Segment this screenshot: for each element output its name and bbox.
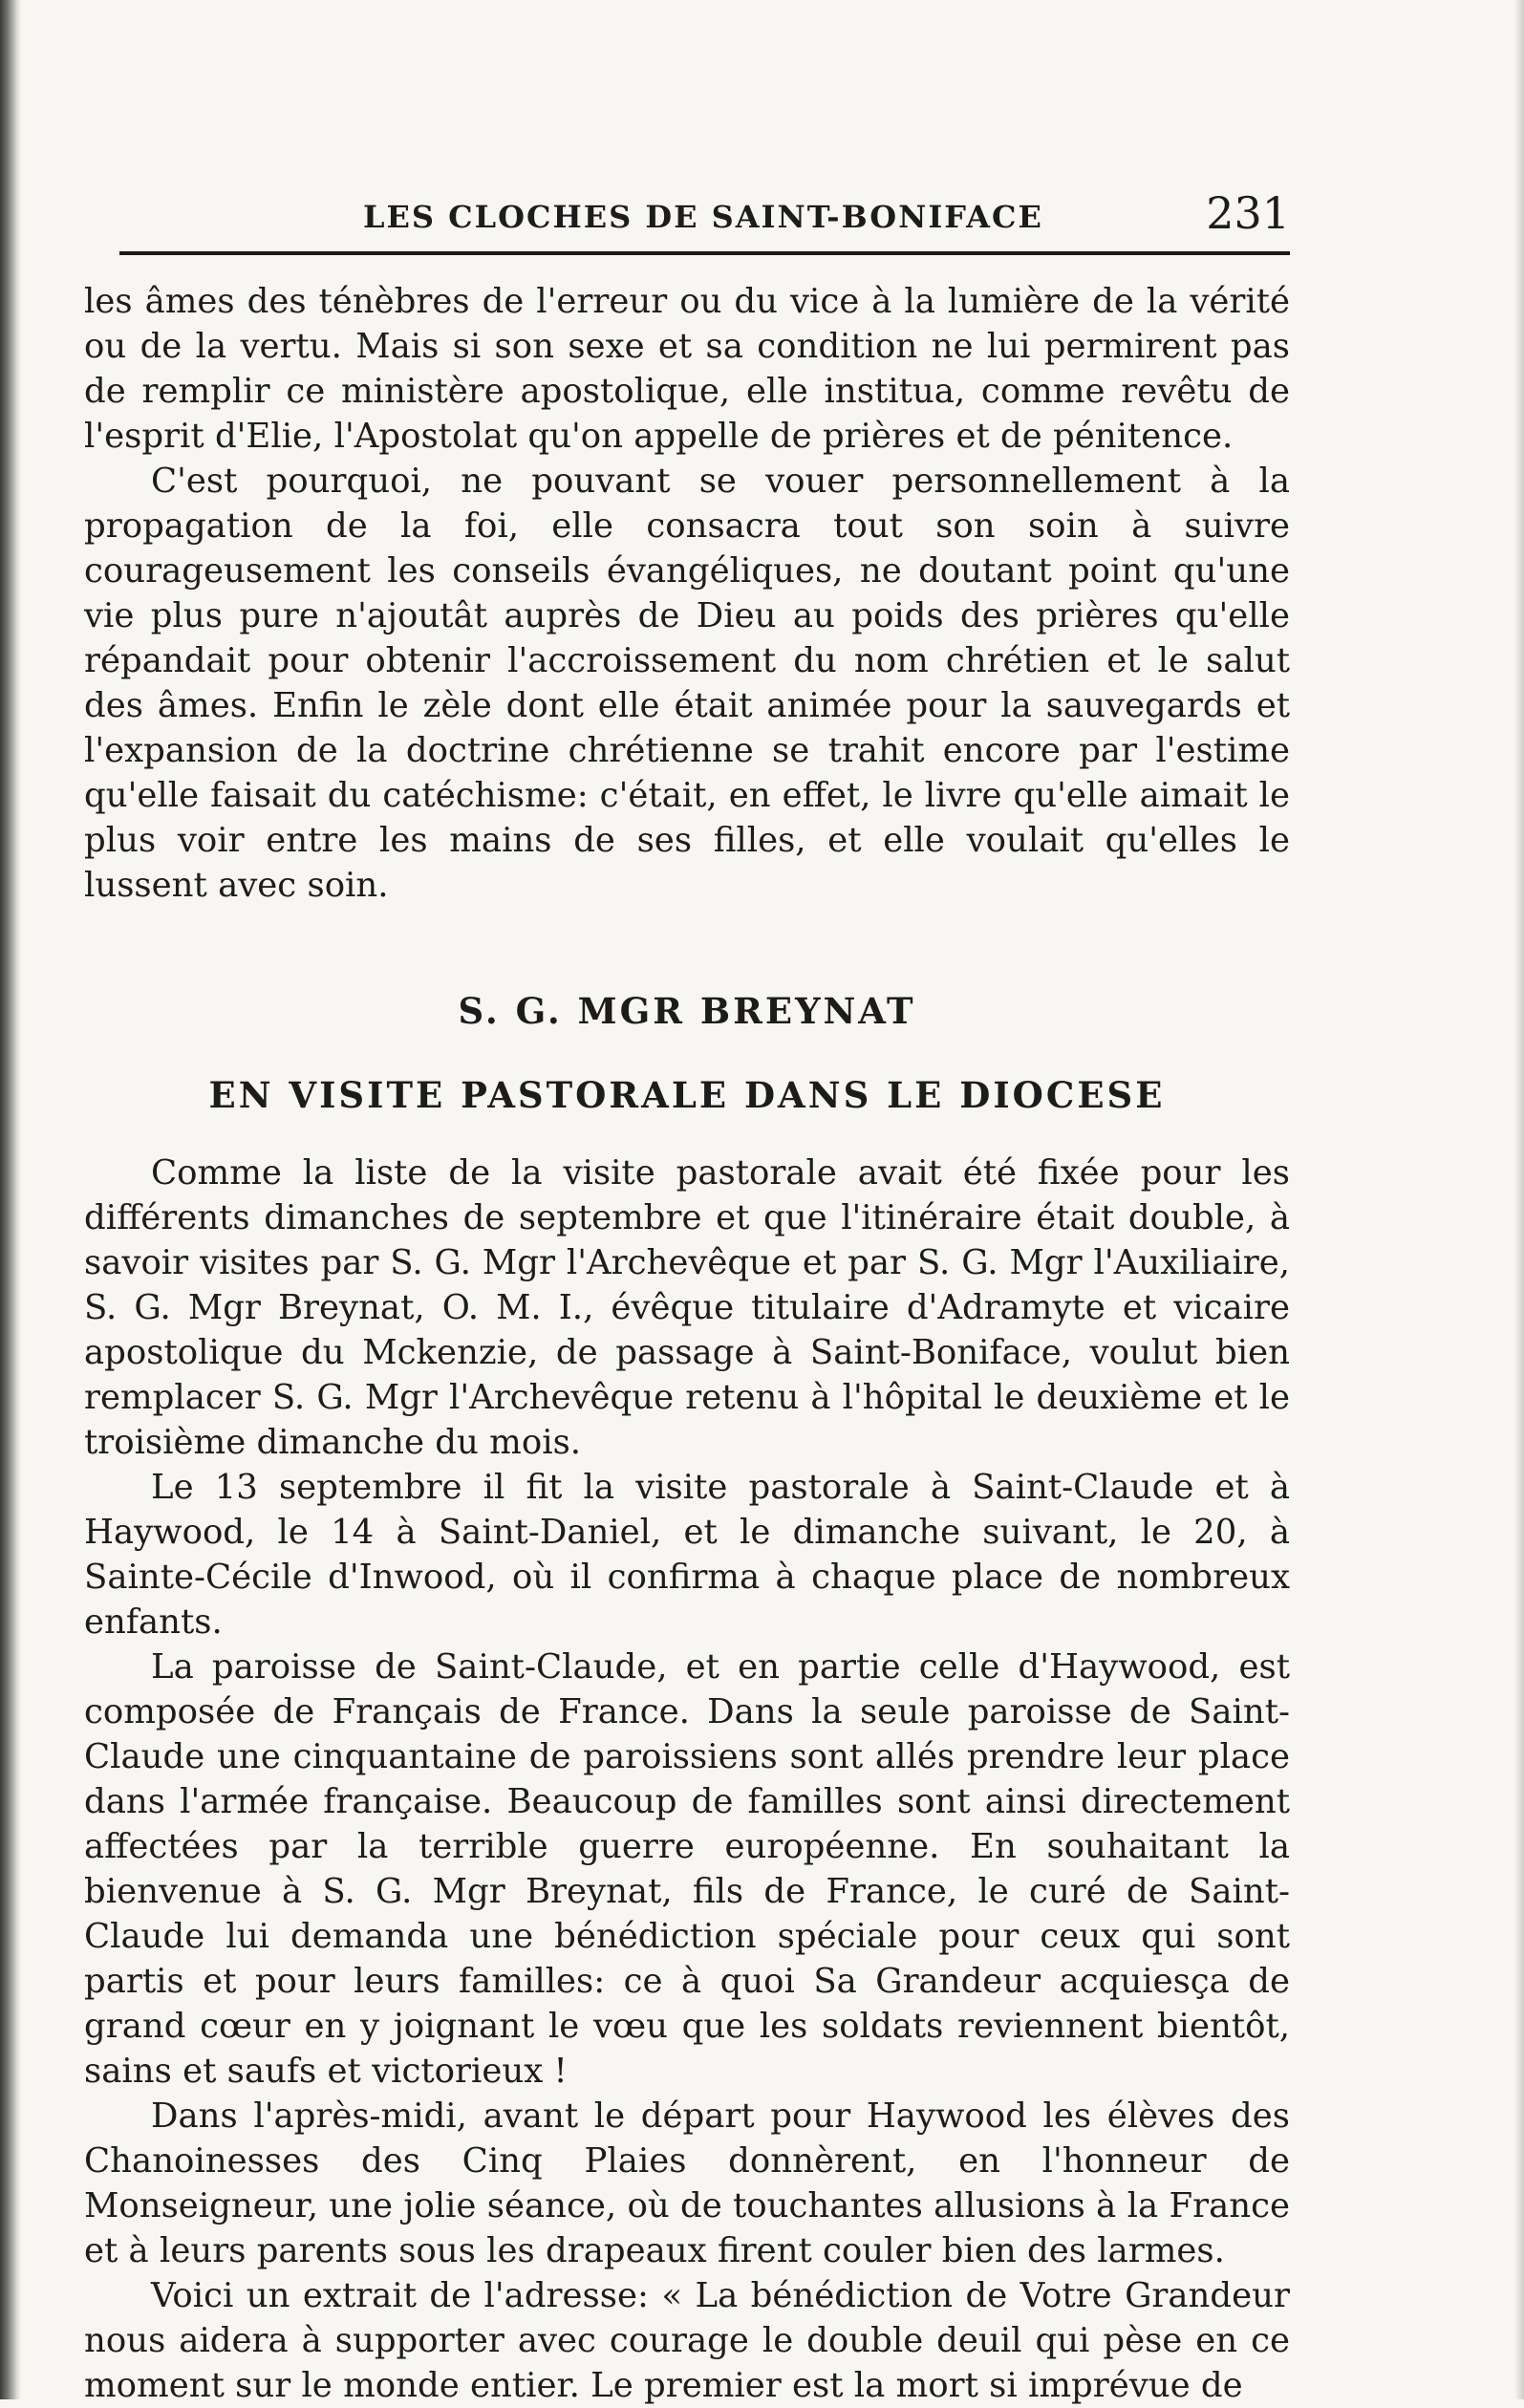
section-title: S. G. MGR BREYNAT bbox=[458, 990, 916, 1032]
paragraph: La paroisse de Saint-Claude, et en partie celle d'Haywood, est composée de Français de France. Dans la seule paroisse de Saint-Claude une cinquantaine de paroissiens sont allés prendre leur place dans l'armée française. Beaucoup de familles sont ainsi directement affectées par la terrible guerre européenne. En souhaitant la bienvenue à S. G. Mgr Breynat, fils de France, le curé de Saint-Claude lui demanda une bénédiction spéciale pour ceux qui sont partis et pour leurs familles: ce à quoi Sa Grandeur acquiesça de grand cœur en y joignant le vœu que les soldats reviennent bientôt, sains et saufs et victorieux ! bbox=[84, 1647, 1290, 2091]
paragraph: C'est pourquoi, ne pouvant se vouer personnellement à la propagation de la foi, elle consacra tout son soin à suivre courageusement les conseils évangéliques, ne doutant point qu'une vie plus pure n'ajoutât auprès de Dieu au poids des prières qu'elle répandait pour obtenir l'accroissement du nom chrétien et le salut des âmes. Enfin le zèle dont elle était animée pour la sauvegards et l'expansion de la doctrine chrétienne se trahit encore par l'estime qu'elle faisait du catéchisme: c'était, en effet, le livre qu'elle aimait le plus voir entre les mains de ses filles, et elle voulait qu'elles le lussent avec soin. bbox=[84, 462, 1290, 905]
paragraph: Le 13 septembre il fit la visite pastorale à Saint-Claude et à Haywood, le 14 à Saint-Daniel, et le dimanche suivant, le 20, à Sainte-Cécile d'Inwood, où il confirma à chaque place de nombreux enfants. bbox=[84, 1468, 1290, 1642]
scan-right-edge-shadow bbox=[1514, 0, 1524, 2399]
paragraph: Comme la liste de la visite pastorale avait été fixée pour les différents dimanches de septembre et que l'itinéraire était double, à savoir visites par S. G. Mgr l'Archevêque et par S. G. Mgr l'Auxiliaire, S. G. Mgr Breynat, O. M. I., évêque titulaire d'Adramyte et vicaire apostolique du Mckenzie, de passage à Saint-Boniface, voulut bien remplacer S. G. Mgr l'Archevêque retenu à l'hôpital le deuxième et le troisième dimanche du mois. bbox=[84, 1153, 1290, 1462]
header-rule bbox=[119, 251, 1290, 255]
running-title: LES CLOCHES DE SAINT-BONIFACE bbox=[363, 199, 1043, 235]
page-header bbox=[115, 182, 1290, 239]
scan-left-edge-shadow bbox=[0, 0, 21, 2399]
section-subtitle: EN VISITE PASTORALE DANS LE DIOCESE bbox=[208, 1074, 1166, 1116]
page-body bbox=[84, 279, 1290, 2408]
paragraph: Dans l'après-midi, avant le départ pour Haywood les élèves des Chanoinesses des Cinq Plaies donnèrent, en l'honneur de Monseigneur, une jolie séance, où de touchantes allusions à la France et à leurs parents sous les drapeaux firent couler bien des larmes. bbox=[84, 2096, 1290, 2270]
paragraph: Voici un extrait de l'adresse: « La bénédiction de Votre Grandeur nous aidera à supporter avec courage le double deuil qui pèse en ce moment sur le monde entier. Le premier est la mort si imprévue de bbox=[84, 2276, 1290, 2405]
page-number: 231 bbox=[1206, 187, 1290, 239]
paragraph-continued: les âmes des ténèbres de l'erreur ou du vice à la lumière de la vérité ou de la vertu. Mais si son sexe et sa condition ne lui permirent pas de remplir ce ministère apostolique, elle institua, comme revêtu de l'esprit d'Elie, l'Apostolat qu'on appelle de prières et de pénitence. bbox=[84, 282, 1290, 456]
